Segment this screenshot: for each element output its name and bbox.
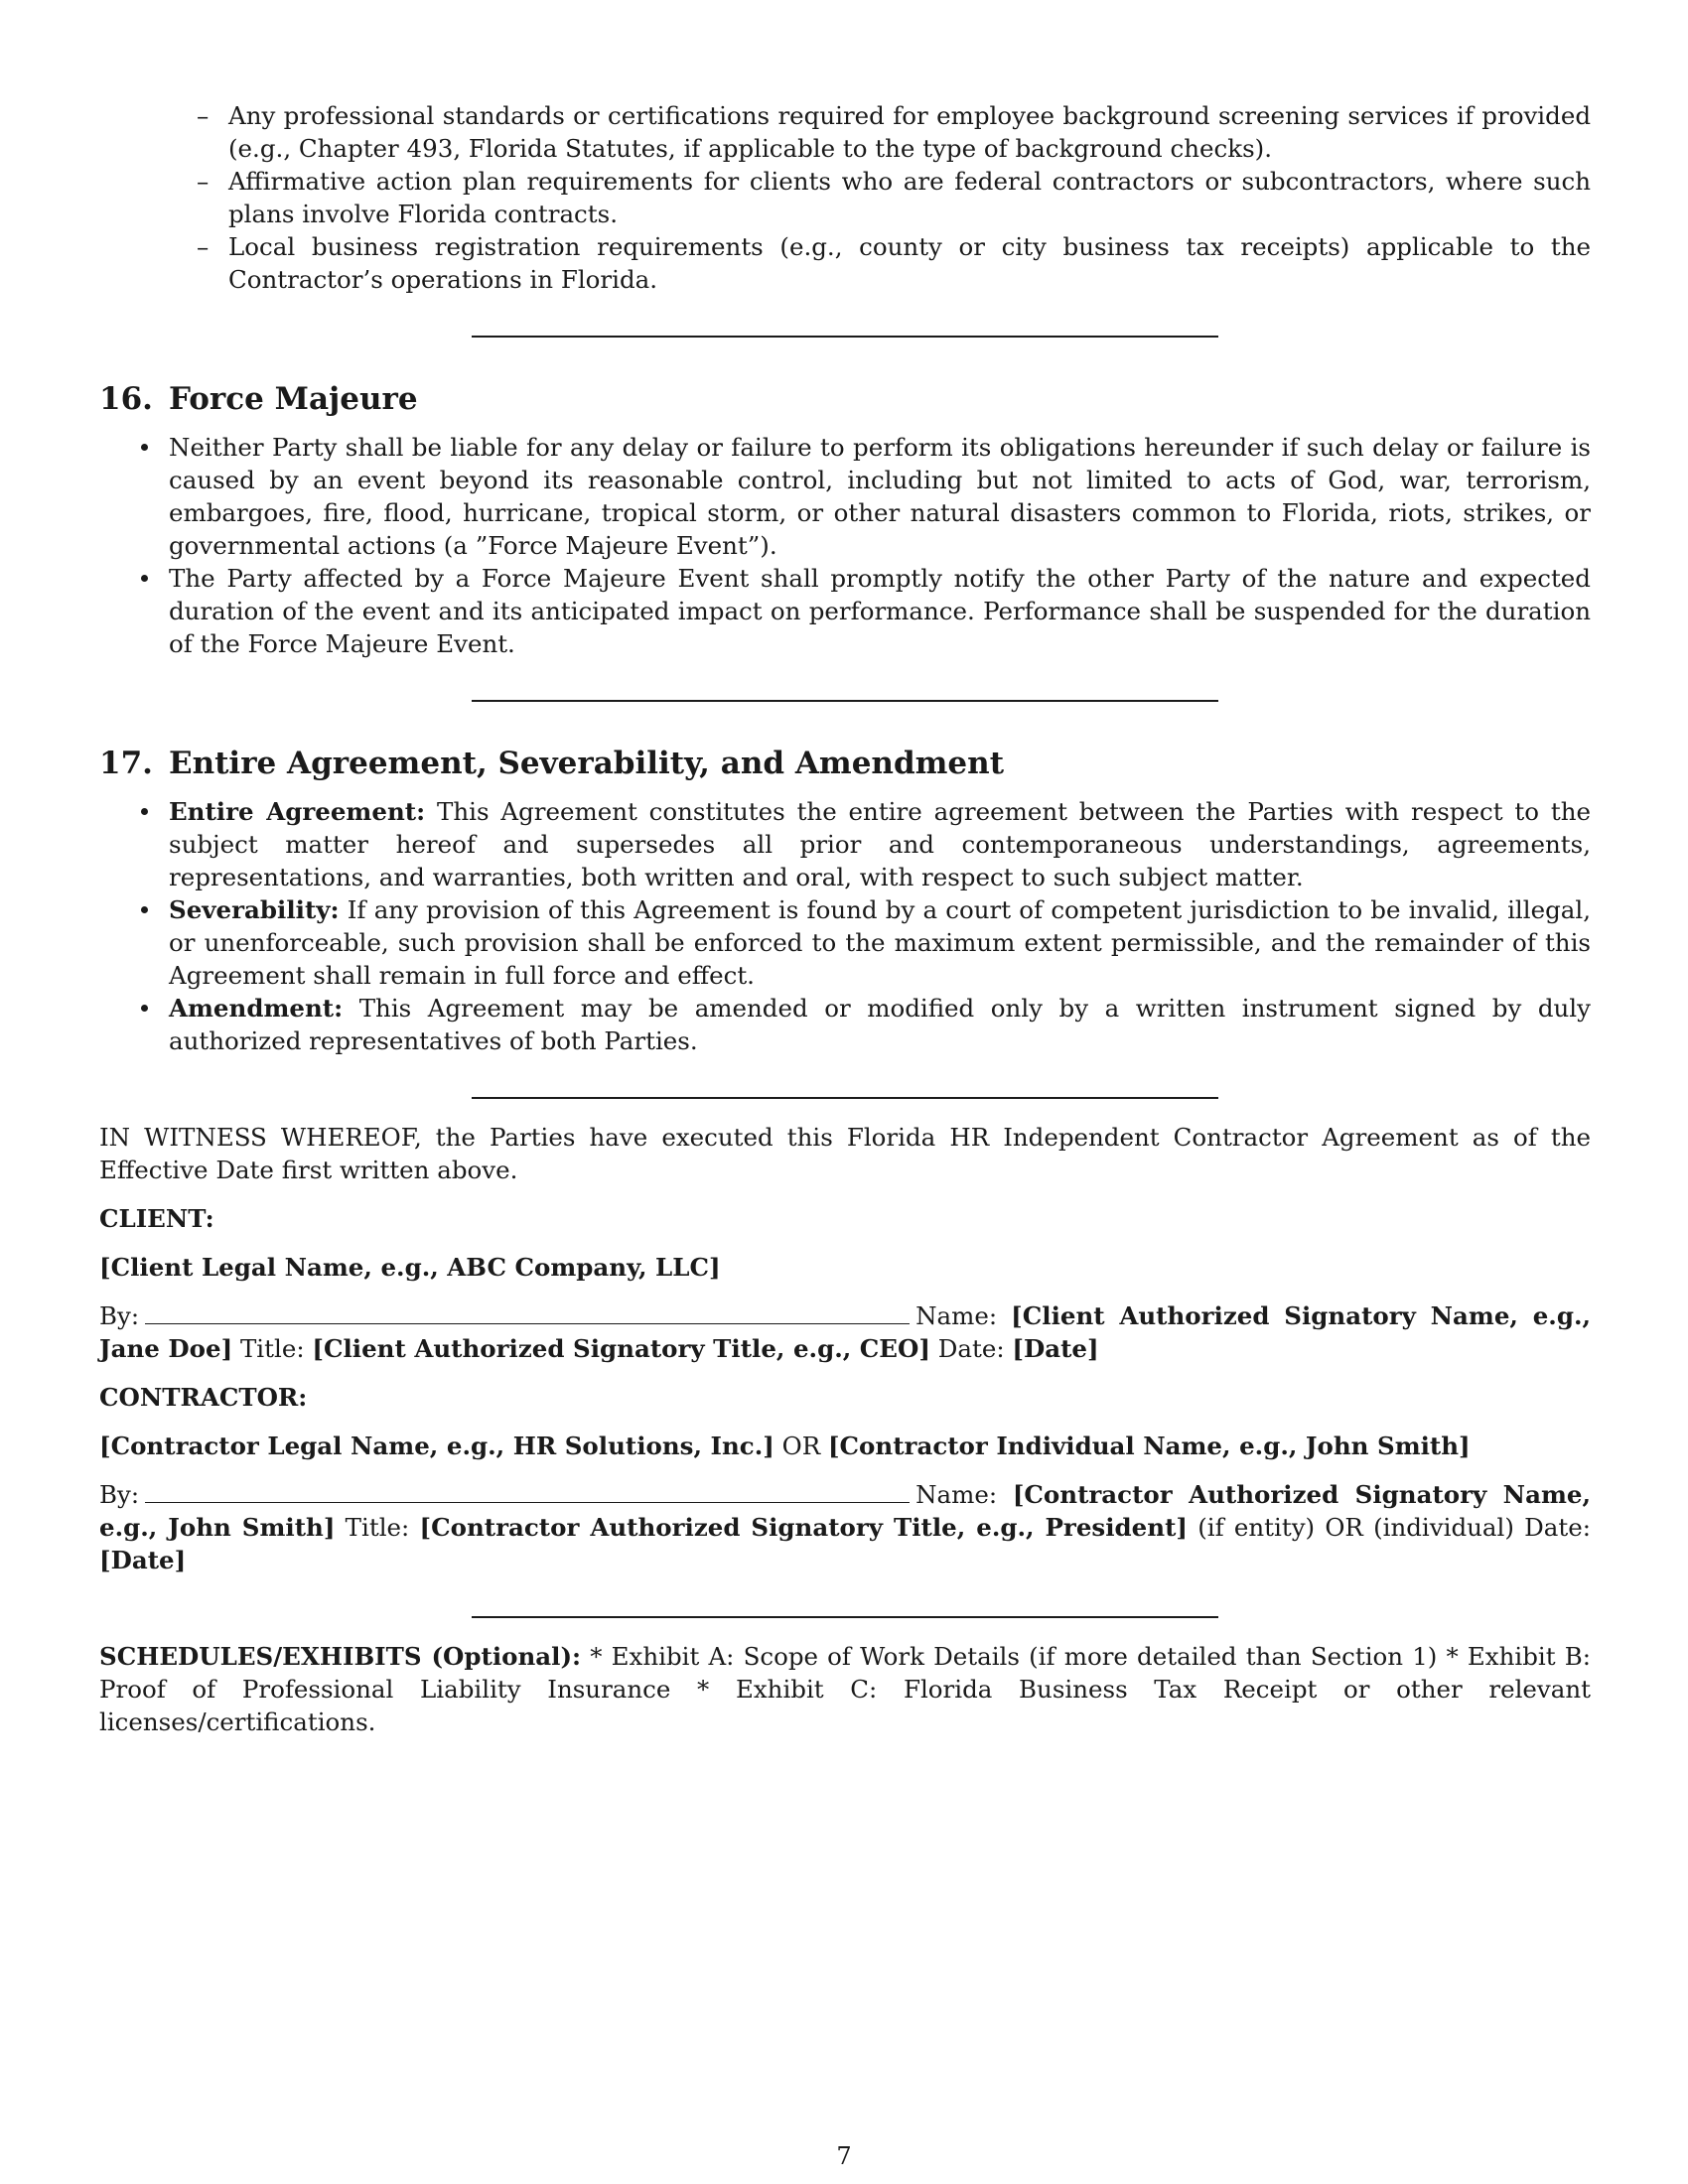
contractor-signature-line — [145, 1482, 910, 1503]
item-text: This Agreement constitutes the entire agreement between the Parties with respect to the subject matter hereof and supersedes all prior and contemporaneous understandings, agreements, representations, and warranties, both written and oral, with respect to such subject matter. — [169, 797, 1591, 891]
list-item: Neither Party shall be liable for any delay or failure to perform its obligations hereunder if such delay or failure is caused by an event beyond its reasonable control, including but not limited to acts of God, war, terrorism, embargoes, fire, flood, hurricane, tropical storm, or other natural disasters common to Florida, riots, strikes, or governmental actions (a ”Force Majeure Event”). — [139, 431, 1591, 562]
witness-paragraph: IN WITNESS WHEREOF, the Parties have executed this Florida HR Independent Contractor Agreement as of the Effective Date first written above. — [99, 1123, 1591, 1184]
continued-dash-list — [197, 99, 1591, 296]
dash-list-item: – Affirmative action plan requirements for clients who are federal contractors or subcontractors, where such plans involve Florida contracts. — [197, 165, 1591, 230]
list-item: The Party affected by a Force Majeure Event shall promptly notify the other Party of the nature and expected duration of the event and its anticipated impact on performance. Performance shall be suspended for the duration of the Force Majeure Event. — [139, 562, 1591, 660]
item-label: Amendment: — [169, 994, 344, 1023]
section-title: Force Majeure — [168, 381, 418, 417]
section-title: Entire Agreement, Severability, and Amendment — [168, 746, 1005, 781]
list-item — [139, 795, 1591, 893]
section-16-list — [139, 431, 1591, 660]
client-signature-line — [145, 1303, 910, 1324]
item-text: This Agreement may be amended or modified only by a written instrument signed by duly authorized representatives of both Parties. — [169, 994, 1591, 1055]
section-16-heading — [99, 379, 1591, 419]
document-page — [99, 99, 1591, 1738]
contractor-legal-name: [Contractor Legal Name, e.g., HR Solutions, Inc.] OR [Contractor Individual Name, e.g., John Smith] — [99, 1432, 1471, 1460]
section-number: 17. — [99, 746, 153, 781]
client-signature-block: By: Name: [Client Authorized Signatory Name, e.g., Jane Doe] Title: [Client Authorized Signatory Title, e.g., CEO] Date: [Date] — [99, 1301, 1592, 1363]
section-divider — [472, 1616, 1218, 1618]
client-legal-name: [Client Legal Name, e.g., ABC Company, LLC] — [99, 1253, 721, 1282]
list-item — [139, 893, 1591, 992]
item-label: Severability: — [169, 895, 340, 924]
section-divider — [472, 336, 1218, 338]
contractor-signature-block: By: Name: [Contractor Authorized Signatory Name, e.g., John Smith] Title: [Contractor Authorized Signatory Title, e.g., President] (if entity) OR (individual) Date: [Date] — [99, 1480, 1592, 1574]
dash-list-item: – Local business registration requirements (e.g., county or city business tax receipts) applicable to the Contractor’s operations in Florida. — [197, 230, 1591, 296]
contractor-heading: CONTRACTOR: — [99, 1383, 308, 1412]
dash-list-item: – Any professional standards or certifications required for employee background screening services if provided (e.g., Chapter 493, Florida Statutes, if applicable to the type of background checks). — [197, 99, 1591, 165]
page-number: 7 — [836, 2142, 852, 2170]
section-17-heading — [99, 744, 1591, 783]
section-divider — [472, 1097, 1218, 1099]
list-item — [139, 992, 1591, 1057]
section-17-list — [139, 795, 1591, 1057]
schedules-paragraph: SCHEDULES/EXHIBITS (Optional): * Exhibit A: Scope of Work Details (if more detailed than Section 1) * Exhibit B: Proof of Professional Liability Insurance * Exhibit C: Florida Business Tax Receipt or other relevant licenses/certifications. — [99, 1642, 1591, 1736]
section-number: 16. — [99, 381, 153, 417]
section-divider — [472, 700, 1218, 702]
item-label: Entire Agreement: — [169, 797, 426, 826]
item-text: If any provision of this Agreement is found by a court of competent jurisdiction to be invalid, illegal, or unenforceable, such provision shall be enforced to the maximum extent permissible, and the remainder of this Agreement shall remain in full force and effect. — [169, 895, 1591, 990]
client-heading: CLIENT: — [99, 1204, 214, 1233]
